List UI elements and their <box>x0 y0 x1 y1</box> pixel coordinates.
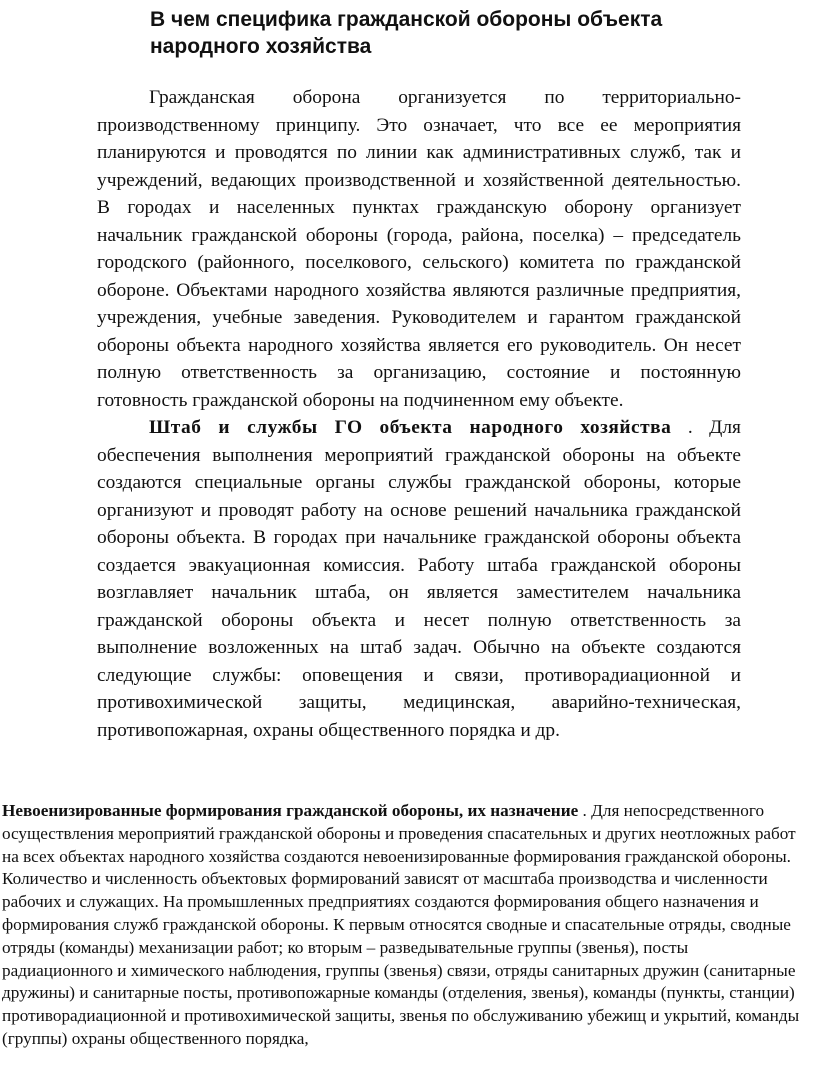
paragraph-formations <box>2 800 802 1051</box>
paragraph-headquarters-heading: Штаб и службы ГО объекта народного хозяйства <box>149 417 672 438</box>
paragraph-formations-heading: Невоенизированные формирования гражданской обороны, их назначение <box>2 801 579 820</box>
paragraph-organization: Гражданская оборона организуется по территориально-производственному принципу. Это означает, что все ее мероприятия планируются и проводятся по линии как административных служб, так и учреждений, ведающих производственной и хозяйственной деятельностью. В городах и населенных пунктах гражданскую оборону организует начальник гражданской обороны (города, района, поселка) – председатель городского (районного, поселкового, сельского) комитета по гражданской обороне. Объектами народного хозяйства являются различные предприятия, учреждения, учебные заведения. Руководителем и гарантом гражданской обороны объекта народного хозяйства является его руководитель. Он несет полную ответственность за организацию, состояние и постоянную готовность гражданской обороны на подчиненном ему объекте. <box>97 87 741 411</box>
paragraph-headquarters-text: . Для обеспечения выполнения мероприятий гражданской обороны на объекте создаются специальные органы службы гражданской обороны, которые организуют и проводят работу на основе решений начальника гражданской обороны объекта. В городах при начальнике гражданской обороны объекта создается эвакуационная комиссия. Работу штаба гражданской обороны возглавляет начальник штаба, он является заместителем начальника гражданской обороны объекта и несет полную ответственность за выполнение возложенных на штаб задач. Обычно на объекте создаются следующие службы: оповещения и связи, противорадиационной и противохимической защиты, медицинская, аварийно-техническая, противопожарная, охраны общественного порядка и др. <box>97 417 741 741</box>
paragraph-headquarters <box>97 414 741 744</box>
document-body <box>97 84 741 744</box>
document-title: В чем специфика гражданской обороны объекта народного хозяйства <box>150 8 663 58</box>
document-continuation <box>2 800 802 1051</box>
paragraph-formations-text: . Для непосредственного осуществления мероприятий гражданской обороны и проведения спасательных и других неотложных работ на всех объектах народного хозяйства создаются невоенизированные формирования гражданской обороны. Количество и численность объектовых формирований зависят от масштаба производства и численности рабочих и служащих. На промышленных предприятиях создаются формирования общего назначения и формирования служб гражданской обороны. К первым относятся сводные и спасательные отряды, сводные отряды (команды) механизации работ; ко вторым – разведывательные группы (звенья), посты радиационного и химического наблюдения, группы (звенья) связи, отряды санитарных дружин (санитарные дружины) и санитарные посты, противопожарные команды (отделения, звенья), команды (пункты, станции) противорадиационной и противохимической защиты, звенья по обслуживанию убежищ и укрытий, команды (группы) охраны общественного порядка, <box>2 801 800 1048</box>
